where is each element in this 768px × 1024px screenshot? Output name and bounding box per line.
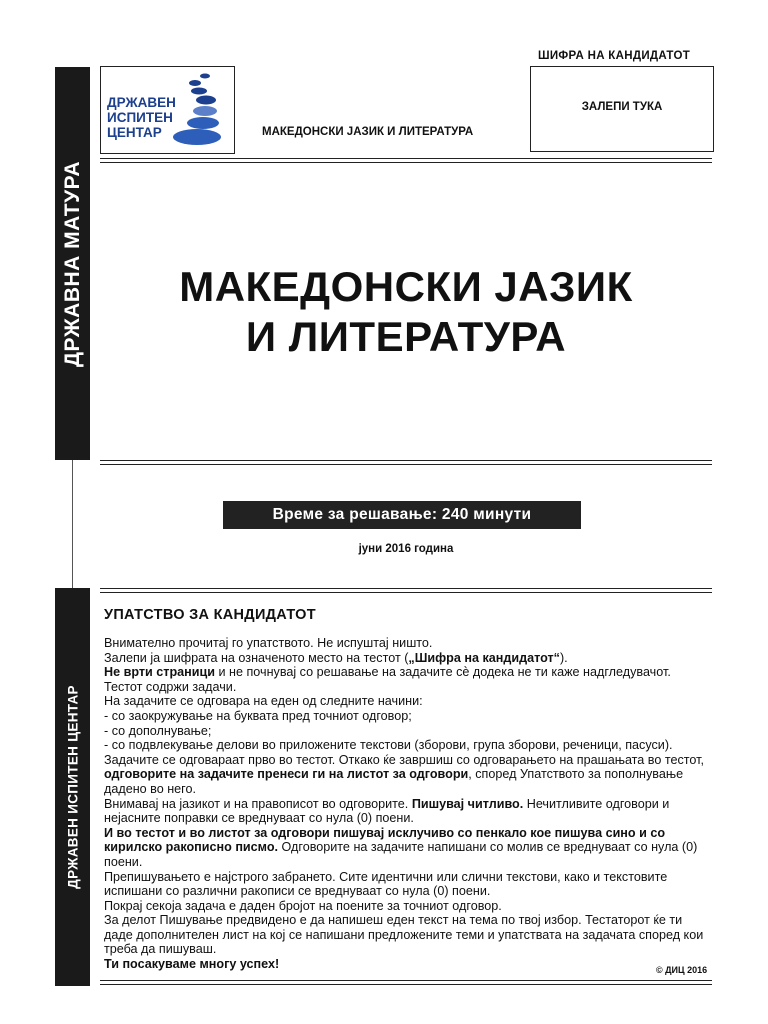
instr-bold: Не врти страници — [104, 665, 215, 680]
instr-text: , според Упатството за пополнување дадено во него. — [104, 767, 684, 796]
instr-text: Задачите се одговараат прво во тестот. Откако ќе завршиш со одговарањето на прашањата во тестот, — [104, 752, 705, 767]
instructions-heading: УПАТСТВО ЗА КАНДИДАТОТ — [104, 607, 316, 623]
instr-text: Нечитливите одговори и нејасните поправки се вреднуваат со нула (0) поени. — [104, 796, 670, 826]
copyright: © ДИЦ 2016 — [656, 965, 708, 975]
divider-mid-1 — [100, 460, 712, 461]
logo — [100, 66, 235, 154]
instr-line — [104, 665, 708, 680]
instr-line: Внимателно прочитај го упатството. Не испуштај ништо. — [104, 636, 433, 650]
time-banner: Време за решавање: 240 минути — [223, 501, 581, 529]
page-title-line-1: МАКЕДОНСКИ ЈАЗИК — [179, 263, 633, 310]
instr-line: - со дополнување; — [104, 723, 212, 738]
instr-line: Тестот содржи задачи. — [104, 679, 237, 694]
instr-bold: одговорите на задачите пренеси ги на листот за одговори — [104, 767, 469, 782]
candidate-code-box — [530, 66, 714, 152]
instr-text: ). — [559, 650, 568, 665]
instr-line: Покрај секоја задача е даден бројот на поените за точниот одговор. — [104, 898, 502, 913]
logo-text — [107, 95, 176, 140]
instr-text: Одговорите на задачите напишани со молив се вреднуваат со нула (0) поени. — [104, 840, 698, 869]
divider-mid-2 — [100, 464, 712, 465]
candidate-code-label: ШИФРА НА КАНДИДАТОТ — [538, 50, 691, 62]
instr-line: - со заокружување на буквата пред точниот одговор; — [104, 708, 412, 723]
instr-bold: Пишувај читливо. — [411, 796, 524, 811]
sidebar-bottom-label: ДРЖАВЕН ИСПИТЕН ЦЕНТАР — [65, 685, 80, 889]
divider-bottom-1 — [100, 980, 712, 981]
divider-bottom-2 — [100, 984, 712, 985]
sidebar-top — [55, 67, 90, 460]
sidebar-top-label: ДРЖАВНА МАТУРА — [60, 160, 84, 367]
instructions-body — [104, 636, 708, 972]
instr-line: За делот Пишување предвидено е да напишеш еден текст на тема по твој избор. Тестаторот ќе ти даде дополнителен лист на кој се напишани предложените теми и упатствата на задачата според кои треба да пишуваш. — [104, 913, 704, 957]
divider-top-1 — [100, 158, 712, 159]
divider-top-2 — [100, 162, 712, 163]
candidate-code-box-text: ЗАЛЕПИ ТУКА — [581, 101, 663, 113]
logo-line-2: ИСПИТЕН — [107, 110, 173, 125]
sidebar-connector — [72, 460, 73, 588]
instr-bold: „Шифра на кандидатот“ — [408, 650, 560, 665]
instr-line — [104, 957, 708, 972]
instr-bold: И во тестот и во листот за одговори пишувај исклучиво со пенкало кое пишува сино и со кирилско ракописно писмо. — [104, 825, 666, 855]
instr-bold: Ти посакуваме многу успех! — [104, 957, 280, 972]
instr-line — [104, 753, 708, 797]
exam-date: јуни 2016 година — [358, 543, 454, 555]
instr-line — [104, 826, 708, 870]
instr-text: Залепи ја шифрата на означеното место на тестот ( — [104, 650, 409, 665]
logo-line-3: ЦЕНТАР — [107, 125, 162, 140]
divider-low-2 — [100, 592, 712, 593]
instr-line — [104, 797, 708, 826]
instr-line: Препишувањето е најстрого забрането. Сите идентични или слични текстови, како и текстовите испишани со различни ракописи се вреднуваат со нула (0) поени. — [104, 869, 668, 899]
instr-line — [104, 651, 708, 666]
page-title — [100, 262, 712, 362]
instr-text: и не почнувај со решавање на задачите сѐ додека не ти каже надгледувачот. — [214, 665, 671, 680]
page-title-line-2: И ЛИТЕРАТУРА — [245, 313, 567, 360]
subject-heading: МАКЕДОНСКИ ЈАЗИК И ЛИТЕРАТУРА — [262, 126, 474, 138]
instr-line: - со подвлекување делови во приложените текстови (зборови, група зборови, реченици, пасуси). — [104, 738, 673, 753]
logo-line-1: ДРЖАВЕН — [107, 95, 176, 110]
instr-text: Внимавај на јазикот и на правописот во одговорите. — [104, 796, 412, 811]
divider-low-1 — [100, 588, 712, 589]
sidebar-bottom — [55, 588, 90, 986]
instr-line: На задачите се одговара на еден од следните начини: — [104, 694, 423, 709]
